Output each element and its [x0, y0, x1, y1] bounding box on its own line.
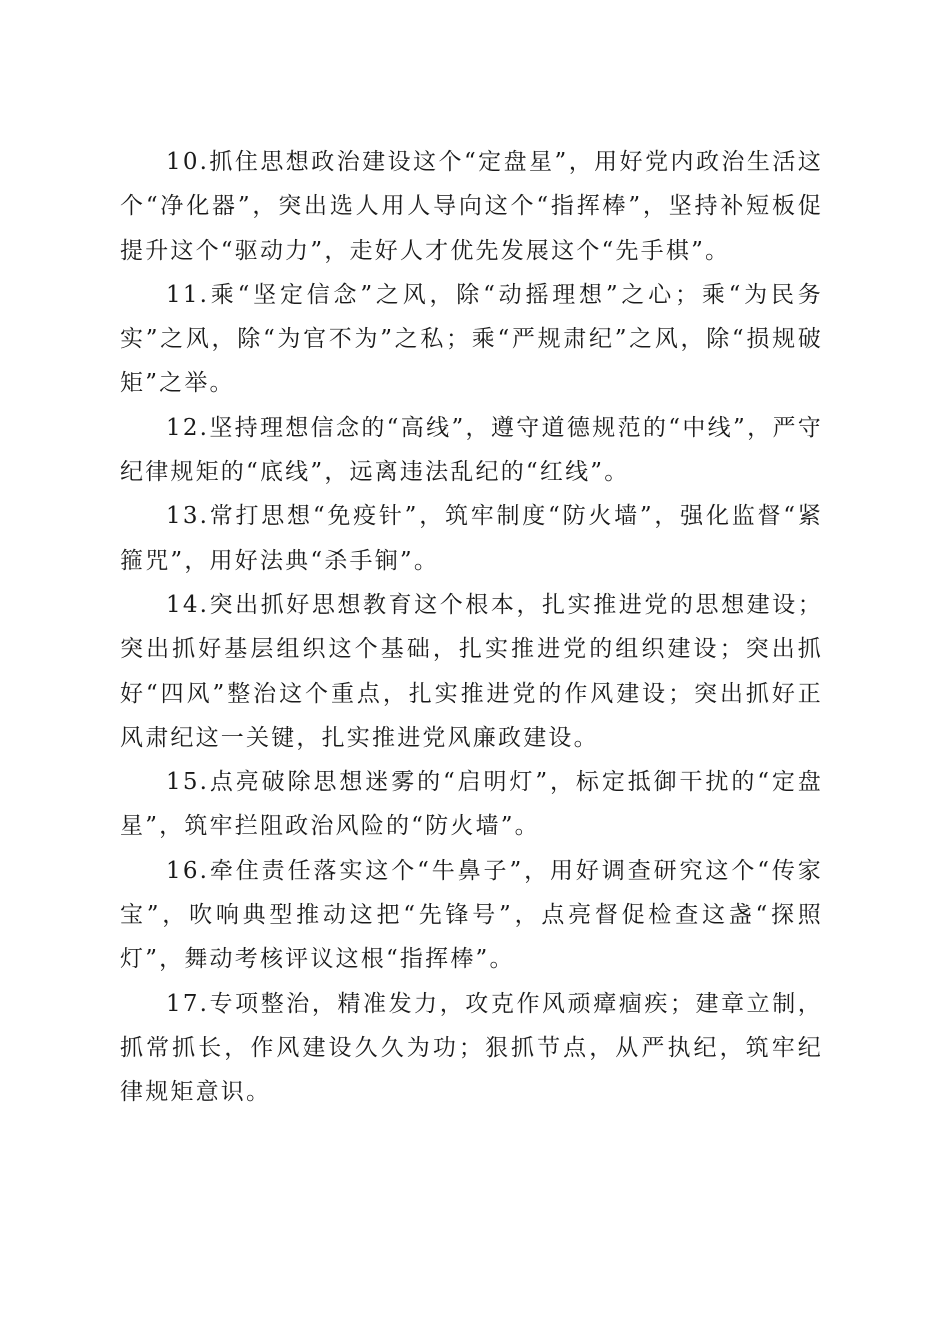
paragraph-11: 11.乘“坚定信念”之风，除“动摇理想”之心；乘“为民务实”之风，除“为官不为”之私；乘“严规肃纪”之风，除“损规破矩”之举。 [120, 281, 823, 397]
paragraph-10: 10.抓住思想政治建设这个“定盘星”，用好党内政治生活这个“净化器”，突出选人用人导向这个“指挥棒”，坚持补短板促提升这个“驱动力”，走好人才优先发展这个“先手棋”。 [120, 149, 823, 264]
paragraph-17: 17.专项整治，精准发力，攻克作风顽瘴痼疾；建章立制，抓常抓长，作风建设久久为功；狠抓节点，从严执纪，筑牢纪律规矩意识。 [120, 990, 823, 1106]
paragraph-12: 12.坚持理想信念的“高线”，遵守道德规范的“中线”，严守纪律规矩的“底线”，远离违法乱纪的“红线”。 [120, 414, 823, 486]
paragraph-15: 15.点亮破除思想迷雾的“启明灯”，标定抵御干扰的“定盘星”，筑牢拦阻政治风险的“防火墙”。 [120, 769, 823, 840]
paragraph-16: 16.牵住责任落实这个“牛鼻子”，用好调查研究这个“传家宝”，吹响典型推动这把“先锋号”，点亮督促检查这盏“探照灯”，舞动考核评议这根“指挥棒”。 [120, 857, 823, 973]
paragraph-14: 14.突出抓好思想教育这个根本，扎实推进党的思想建设；突出抓好基层组织这个基础，扎实推进党的组织建设；突出抓好“四风”整治这个重点，扎实推进党的作风建设；突出抓好正风肃纪这一关键，扎实推进党风廉政建设。 [120, 591, 823, 751]
document-body [120, 140, 823, 1115]
paragraph-13: 13.常打思想“免疫针”，筑牢制度“防火墙”，强化监督“紧箍咒”，用好法典“杀手锏”。 [120, 503, 823, 574]
